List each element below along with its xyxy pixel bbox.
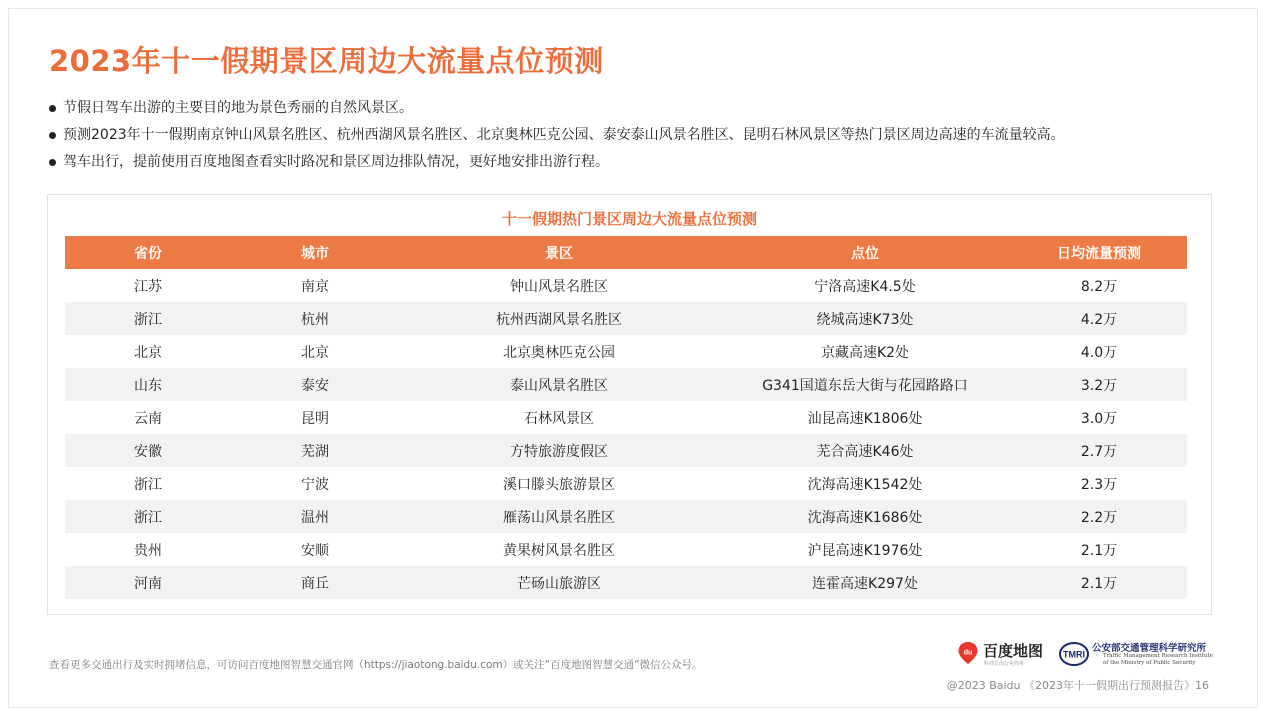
cell-daily-traffic: 4.0万 bbox=[1080, 344, 1118, 361]
cell-daily-traffic: 4.2万 bbox=[1011, 302, 1187, 335]
cell-daily-traffic: 3.0万 bbox=[1080, 410, 1118, 427]
table-row bbox=[65, 335, 1187, 368]
footer-credit: @2023 Baidu 《2023年十一假期出行预测报告》16 bbox=[946, 679, 1209, 692]
bullet-text: 驾车出行，提前使用百度地图查看实时路况和景区周边排队情况，更好地安排出游行程。 bbox=[63, 154, 609, 170]
table-row bbox=[65, 302, 1187, 335]
baidu-map-logo bbox=[957, 640, 1049, 668]
cell-province: 云南 bbox=[134, 410, 162, 427]
cell-scenic-area: 黄果树风景名胜区 bbox=[503, 542, 615, 559]
cell-daily-traffic: 8.2万 bbox=[1080, 278, 1118, 295]
tmri-name-en-line1: Traffic Management Research Institute bbox=[1103, 653, 1214, 659]
cell-province: 河南 bbox=[65, 566, 231, 599]
cell-scenic-area: 北京奥林匹克公园 bbox=[503, 344, 615, 361]
table-title: 十一假期热门景区周边大流量点位预测 bbox=[501, 210, 757, 228]
tmri-name-cn: 公安部交通管理科学研究所 bbox=[1092, 643, 1207, 654]
cell-location: 芜合高速K46处 bbox=[719, 434, 1011, 467]
pin-text: du bbox=[963, 649, 973, 657]
cell-daily-traffic: 2.1万 bbox=[1080, 542, 1118, 559]
cell-province: 浙江 bbox=[65, 500, 231, 533]
report-page bbox=[8, 8, 1258, 708]
cell-province: 江苏 bbox=[134, 278, 162, 295]
bullet-text: 节假日驾车出游的主要目的地为景色秀丽的自然风景区。 bbox=[63, 100, 413, 116]
cell-scenic-area: 杭州西湖风景名胜区 bbox=[399, 302, 719, 335]
cell-location: 宁洛高速K4.5处 bbox=[814, 278, 916, 295]
cell-location: 沈海高速K1686处 bbox=[719, 500, 1011, 533]
cell-city: 芜湖 bbox=[231, 434, 399, 467]
cell-city: 南京 bbox=[301, 278, 329, 295]
cell-city: 北京 bbox=[301, 344, 329, 361]
bullet-item bbox=[49, 149, 1065, 176]
tmri-logo bbox=[1059, 640, 1219, 670]
cell-location: 沪昆高速K1976处 bbox=[807, 542, 923, 559]
table-row bbox=[65, 401, 1187, 434]
header-location: 点位 bbox=[719, 236, 1011, 269]
cell-province: 贵州 bbox=[134, 542, 162, 559]
forecast-table bbox=[65, 236, 1187, 599]
cell-scenic-area: 钟山风景名胜区 bbox=[510, 278, 608, 295]
cell-daily-traffic: 2.7万 bbox=[1011, 434, 1187, 467]
baidu-logo-slogan: 科技让出行更简单 bbox=[984, 661, 1025, 667]
cell-city: 商丘 bbox=[231, 566, 399, 599]
table-row bbox=[65, 533, 1187, 566]
cell-city: 安顺 bbox=[301, 542, 329, 559]
table-row bbox=[65, 467, 1187, 500]
header-daily-traffic: 日均流量预测 bbox=[1011, 236, 1187, 269]
cell-daily-traffic: 2.3万 bbox=[1080, 476, 1118, 493]
cell-location: 连霍高速K297处 bbox=[719, 566, 1011, 599]
cell-scenic-area: 泰山风景名胜区 bbox=[399, 368, 719, 401]
table-row bbox=[65, 368, 1187, 401]
cell-city: 杭州 bbox=[231, 302, 399, 335]
cell-scenic-area: 石林风景区 bbox=[524, 410, 594, 427]
table-row bbox=[65, 500, 1187, 533]
cell-province: 北京 bbox=[134, 344, 162, 361]
cell-province: 浙江 bbox=[65, 302, 231, 335]
header-province: 省份 bbox=[65, 236, 231, 269]
bullet-text: 预测2023年十一假期南京钟山风景名胜区、杭州西湖风景名胜区、北京奥林匹克公园、泰安泰山风景名胜区、昆明石林风景区等热门景区周边高速的车流量较高。 bbox=[63, 127, 1065, 143]
cell-scenic-area: 芒砀山旅游区 bbox=[399, 566, 719, 599]
cell-city: 昆明 bbox=[301, 410, 329, 427]
bullet-dot-icon bbox=[49, 105, 56, 112]
cell-daily-traffic: 2.1万 bbox=[1011, 566, 1187, 599]
bullet-item bbox=[49, 122, 1065, 149]
cell-province: 山东 bbox=[65, 368, 231, 401]
tmri-emblem-icon bbox=[1059, 641, 1089, 667]
cell-daily-traffic: 2.2万 bbox=[1011, 500, 1187, 533]
forecast-table-panel bbox=[47, 194, 1212, 615]
cell-scenic-area: 溪口滕头旅游景区 bbox=[503, 476, 615, 493]
cell-location: G341国道东岳大街与花园路路口 bbox=[719, 368, 1011, 401]
tmri-mark-text: TMRI bbox=[1063, 649, 1085, 660]
page-title: 2023年十一假期景区周边大流量点位预测 bbox=[49, 44, 604, 78]
bullet-dot-icon bbox=[49, 132, 56, 139]
cell-location: 沈海高速K1542处 bbox=[807, 476, 923, 493]
cell-location: 京藏高速K2处 bbox=[820, 344, 910, 361]
baidu-logo-name: 百度地图 bbox=[983, 642, 1044, 660]
tmri-name-en-line2: of the Ministry of Public Security bbox=[1103, 660, 1196, 666]
map-pin-icon bbox=[957, 641, 979, 665]
table-row bbox=[65, 434, 1187, 467]
header-city: 城市 bbox=[231, 236, 399, 269]
cell-province: 浙江 bbox=[134, 476, 162, 493]
cell-city: 泰安 bbox=[231, 368, 399, 401]
bullet-item bbox=[49, 95, 1065, 122]
header-scenic-area: 景区 bbox=[399, 236, 719, 269]
cell-scenic-area: 雁荡山风景名胜区 bbox=[399, 500, 719, 533]
bullet-dot-icon bbox=[49, 159, 56, 166]
cell-scenic-area: 方特旅游度假区 bbox=[399, 434, 719, 467]
table-header-row bbox=[65, 236, 1187, 269]
tmri-name-en bbox=[1103, 653, 1213, 667]
cell-location: 汕昆高速K1806处 bbox=[807, 410, 923, 427]
cell-daily-traffic: 3.2万 bbox=[1011, 368, 1187, 401]
cell-province: 安徽 bbox=[65, 434, 231, 467]
cell-city: 温州 bbox=[231, 500, 399, 533]
table-row bbox=[65, 566, 1187, 599]
footer-note: 查看更多交通出行及实时拥堵信息，可访问百度地图智慧交通官网（https://jiaotong.baidu.com）或关注“百度地图智慧交通”微信公众号。 bbox=[49, 659, 703, 671]
cell-city: 宁波 bbox=[301, 476, 329, 493]
cell-location: 绕城高速K73处 bbox=[719, 302, 1011, 335]
bullet-list bbox=[49, 95, 1065, 176]
table-row bbox=[65, 269, 1187, 302]
